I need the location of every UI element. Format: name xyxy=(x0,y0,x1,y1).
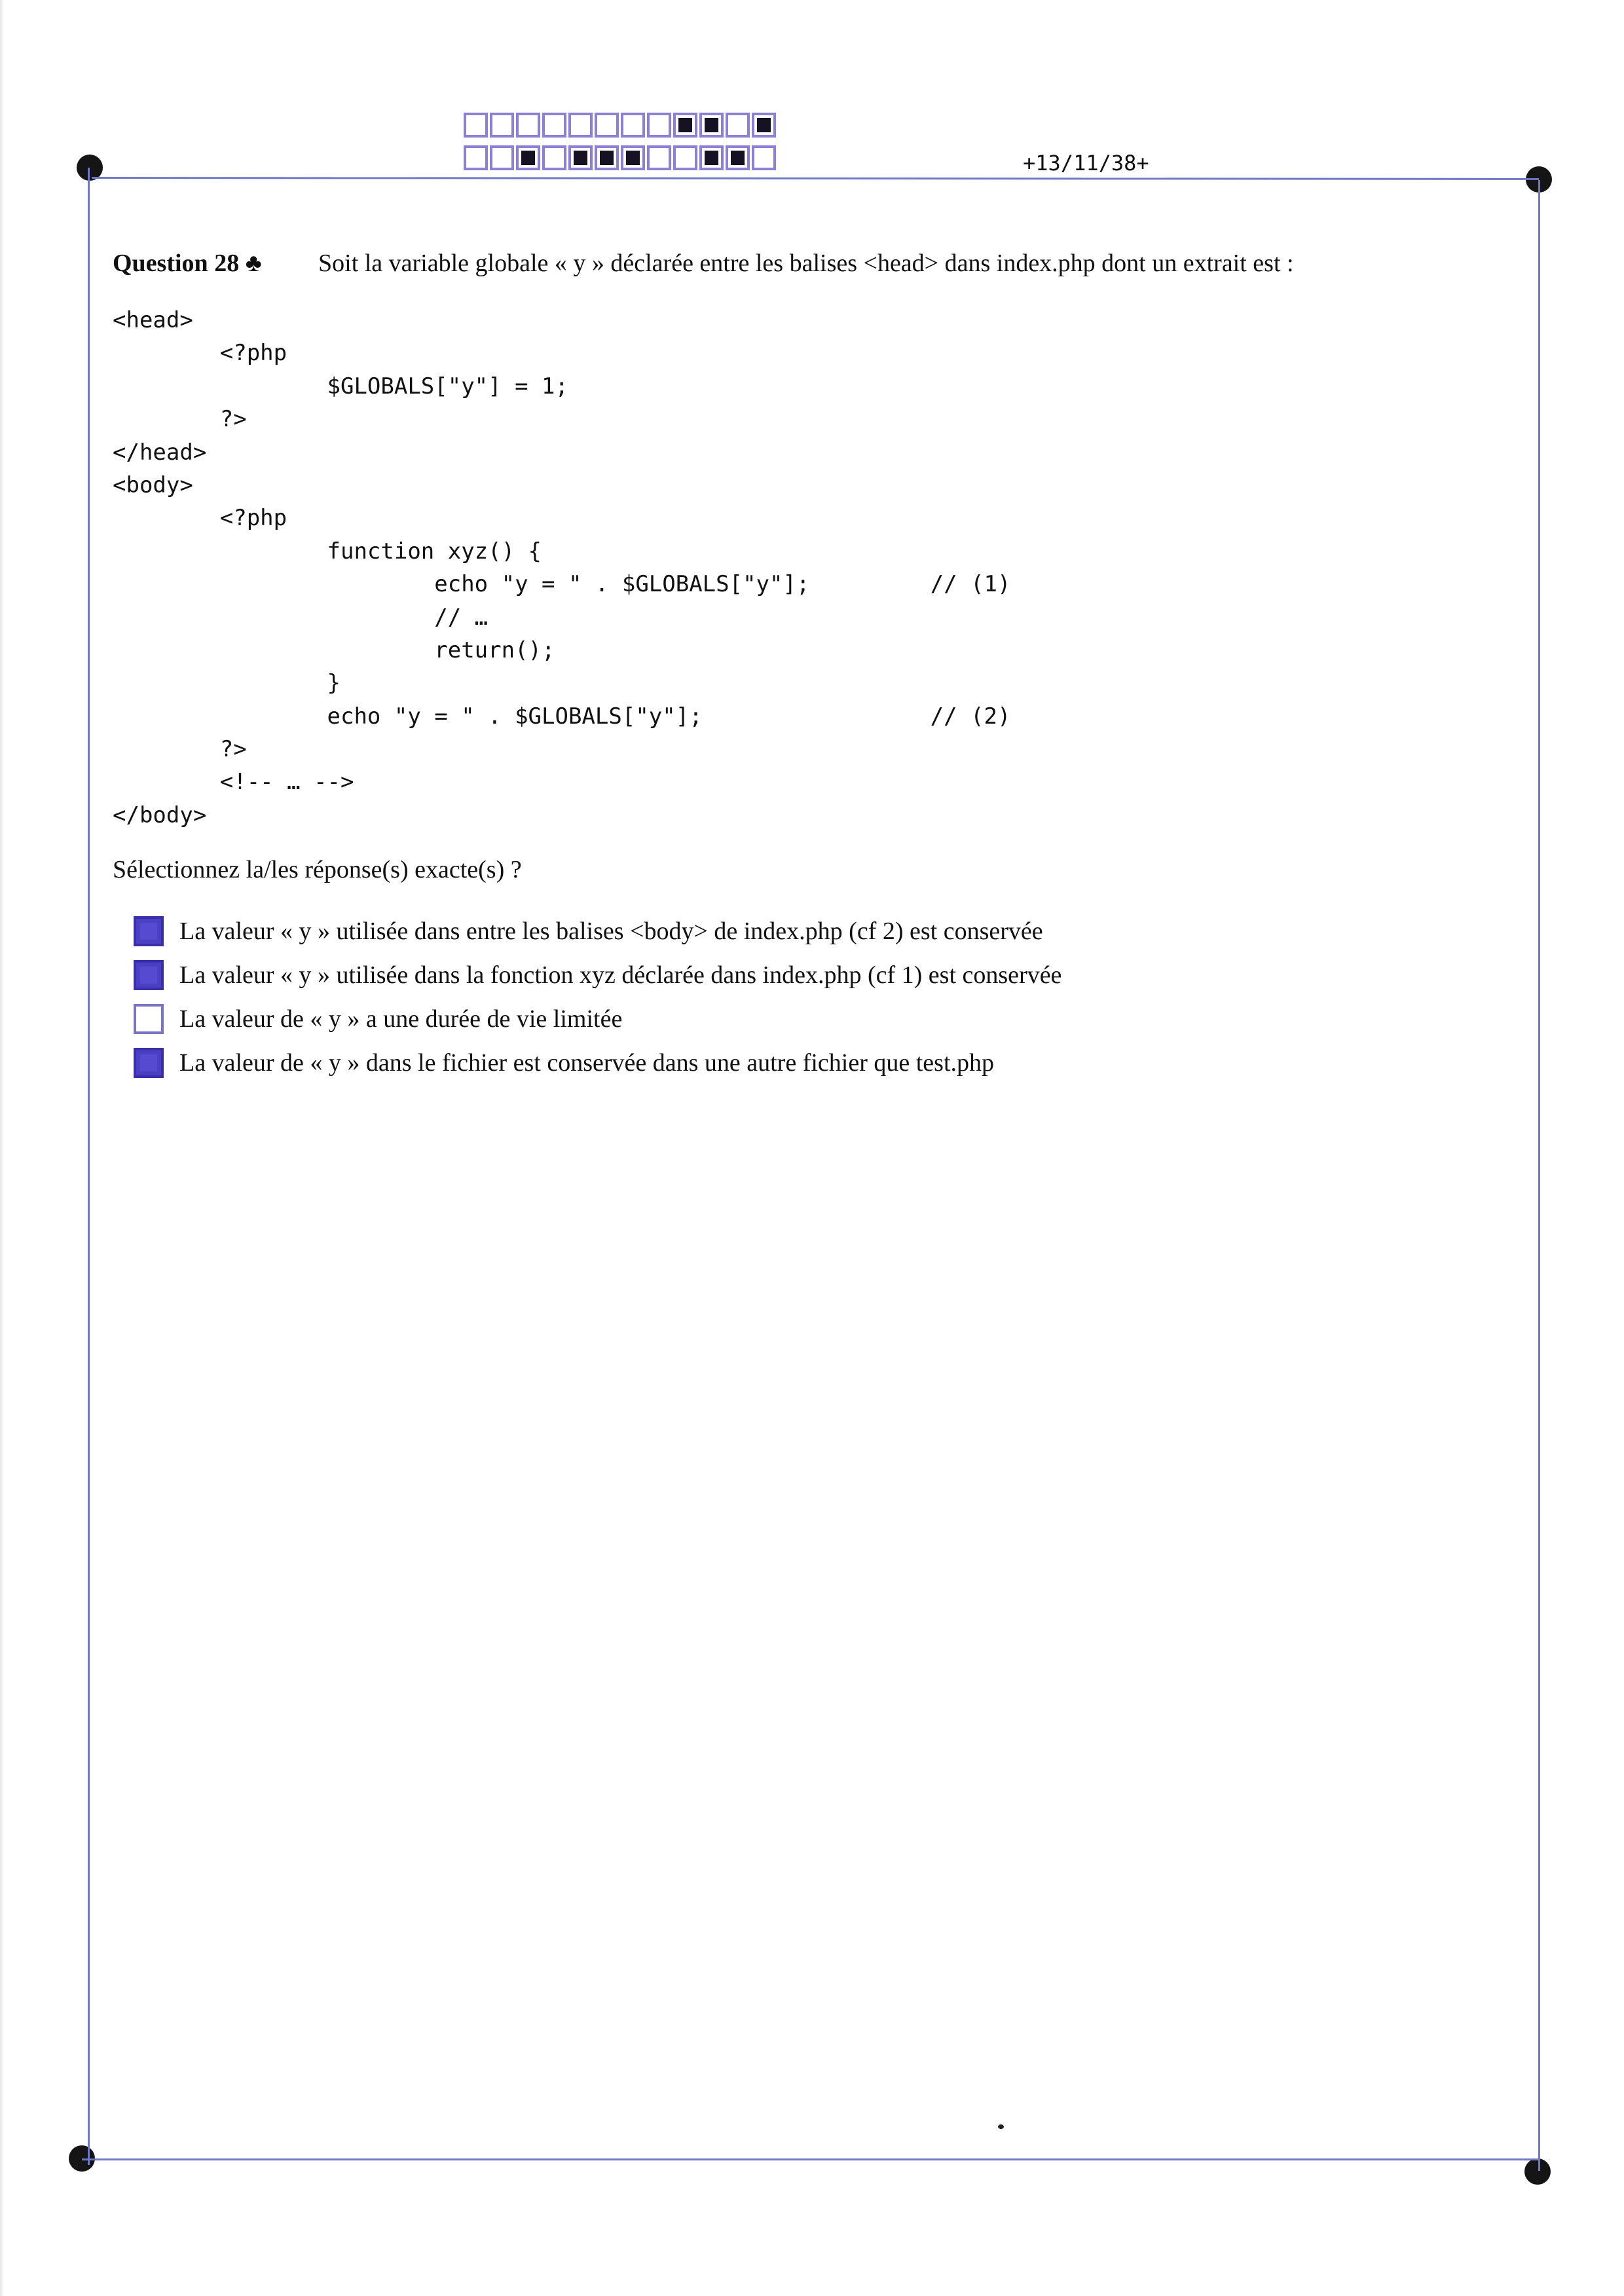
answer-text: La valeur de « y » dans le fichier est conservée dans une autre fichier que test.php xyxy=(179,1048,994,1077)
id-code-box xyxy=(621,113,645,138)
id-code-box xyxy=(595,113,619,138)
frame-left-line xyxy=(88,168,90,2165)
answer-option[interactable] xyxy=(134,1041,1061,1084)
corner-marker-bottom-right xyxy=(1524,2158,1551,2185)
page-id: +13/11/38+ xyxy=(1023,151,1149,176)
id-code-box xyxy=(464,145,488,170)
id-code-row-2 xyxy=(464,145,778,170)
stray-dot xyxy=(998,2124,1004,2129)
answer-checkbox-checked[interactable] xyxy=(134,1048,164,1078)
code-line: // … xyxy=(113,604,489,631)
id-code-box xyxy=(699,145,724,170)
code-line: <body> xyxy=(113,472,193,498)
id-code-box xyxy=(673,145,697,170)
id-code-box xyxy=(673,113,697,138)
answer-option[interactable] xyxy=(134,909,1061,953)
code-line: function xyz() { xyxy=(113,538,542,565)
id-code-box xyxy=(490,113,514,138)
id-code-box xyxy=(752,113,776,138)
answer-option[interactable] xyxy=(134,997,1061,1041)
frame-top-line xyxy=(92,177,1539,180)
id-code-row-1 xyxy=(464,113,778,138)
scan-edge xyxy=(0,0,4,2296)
id-code-box xyxy=(516,145,540,170)
answer-text: La valeur « y » utilisée dans entre les balises <body> de index.php (cf 2) est conservée xyxy=(179,917,1043,945)
id-code-box xyxy=(726,145,750,170)
id-code-box xyxy=(542,113,566,138)
id-code-box xyxy=(726,113,750,138)
code-line: echo "y = " . $GLOBALS["y"]; // (1) xyxy=(113,571,1011,598)
id-code-box xyxy=(595,145,619,170)
answer-text: La valeur « y » utilisée dans la fonction xyz déclarée dans index.php (cf 1) est conservée xyxy=(179,961,1062,989)
code-line: } xyxy=(113,670,341,697)
code-line: $GLOBALS["y"] = 1; xyxy=(113,373,568,399)
id-code-box xyxy=(542,145,566,170)
question-number: Question 28 ♣ xyxy=(113,250,262,277)
answer-checkbox[interactable] xyxy=(134,1004,164,1034)
question-label xyxy=(113,249,262,278)
code-line: ?> xyxy=(113,736,247,763)
code-line: ?> xyxy=(113,406,247,433)
frame-bottom-line xyxy=(82,2158,1539,2160)
id-code-box xyxy=(568,145,593,170)
code-line: </body> xyxy=(113,802,207,828)
answer-option[interactable] xyxy=(134,953,1061,997)
answer-checkbox-checked[interactable] xyxy=(134,916,164,946)
code-line: <head> xyxy=(113,307,193,333)
code-line: return(); xyxy=(113,637,555,663)
code-line: <?php xyxy=(113,340,287,367)
code-line: </head> xyxy=(113,439,207,466)
id-code-box xyxy=(647,145,671,170)
answer-list xyxy=(134,909,1061,1084)
code-block xyxy=(113,304,1010,832)
id-code-box xyxy=(621,145,645,170)
frame-right-line xyxy=(1538,180,1540,2171)
answer-text: La valeur de « y » a une durée de vie limitée xyxy=(179,1005,623,1033)
question-text: Soit la variable globale « y » déclarée entre les balises <head> dans index.php dont un extrait est : xyxy=(318,250,1294,277)
code-line: echo "y = " . $GLOBALS["y"]; // (2) xyxy=(113,703,1011,730)
code-line: <!-- … --> xyxy=(113,769,354,796)
id-code-box xyxy=(568,113,593,138)
id-code-box xyxy=(699,113,724,138)
id-code-box xyxy=(516,113,540,138)
code-line: <?php xyxy=(113,505,287,532)
id-code-box xyxy=(752,145,776,170)
id-code-box xyxy=(647,113,671,138)
answer-checkbox-checked[interactable] xyxy=(134,960,164,990)
answer-prompt: Sélectionnez la/les réponse(s) exacte(s) ? xyxy=(113,856,522,883)
id-code-box xyxy=(464,113,488,138)
id-code-box xyxy=(490,145,514,170)
